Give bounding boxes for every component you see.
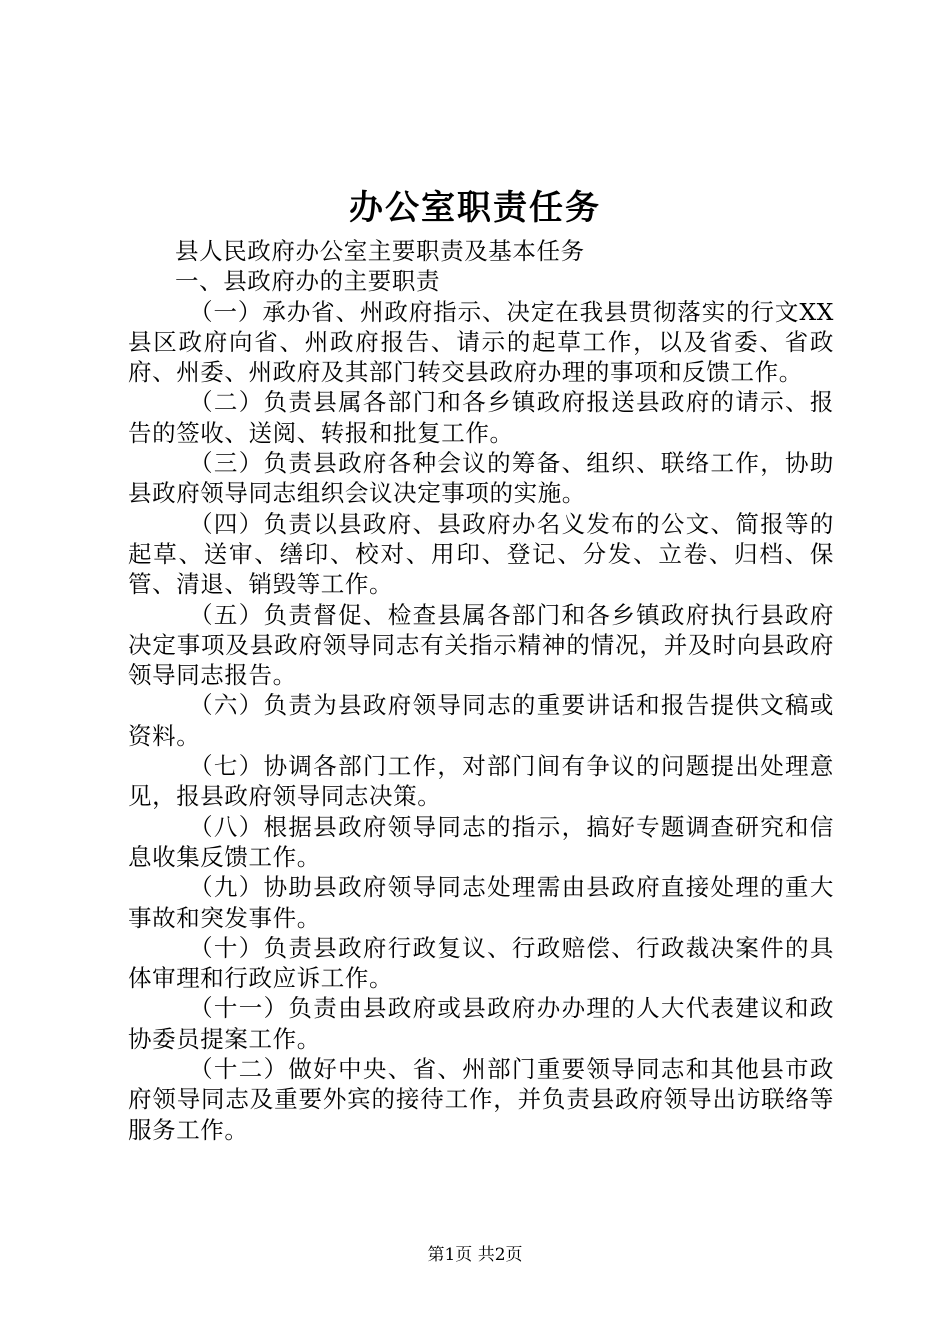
paragraph-11: （十一）负责由县政府或县政府办办理的人大代表建议和政协委员提案工作。 xyxy=(128,994,834,1053)
document-title: 办公室职责任务 xyxy=(349,188,601,228)
paragraph-3: （三）负责县政府各种会议的筹备、组织、联络工作，协助县政府领导同志组织会议决定事项的实施。 xyxy=(128,449,834,508)
section-heading: 一、县政府办的主要职责 xyxy=(175,267,441,296)
document-body xyxy=(128,236,834,1145)
paragraph-6: （六）负责为县政府领导同志的重要讲话和报告提供文稿或资料。 xyxy=(128,691,834,750)
paragraph-8: （八）根据县政府领导同志的指示，搞好专题调查研究和信息收集反馈工作。 xyxy=(128,812,834,871)
document-subtitle: 县人民政府办公室主要职责及基本任务 xyxy=(175,237,585,265)
paragraph-4: （四）负责以县政府、县政府办名义发布的公文、简报等的起草、送审、缮印、校对、用印、登记、分发、立卷、归档、保管、清退、销毁等工作。 xyxy=(128,509,834,599)
paragraph-7: （七）协调各部门工作，对部门间有争议的问题提出处理意见，报县政府领导同志决策。 xyxy=(128,752,834,811)
paragraph-5: （五）负责督促、检查县属各部门和各乡镇政府执行县政府决定事项及县政府领导同志有关指示精神的情况，并及时向县政府领导同志报告。 xyxy=(128,600,834,690)
paragraph-10: （十）负责县政府行政复议、行政赔偿、行政裁决案件的具体审理和行政应诉工作。 xyxy=(128,933,834,993)
paragraph-12: （十二）做好中央、省、州部门重要领导同志和其他县市政府领导同志及重要外宾的接待工作，并负责县政府领导出访联络等服务工作。 xyxy=(128,1055,834,1144)
page-footer: 第1页 共2页 xyxy=(427,1245,523,1265)
paragraph-9: （九）协助县政府领导同志处理需由县政府直接处理的重大事故和突发事件。 xyxy=(128,873,834,932)
paragraph-1: （一）承办省、州政府指示、决定在我县贯彻落实的行文XX县区政府向省、州政府报告、请示的起草工作，以及省委、省政府、州委、州政府及其部门转交县政府办理的事项和反馈工作。 xyxy=(128,297,834,387)
paragraph-2: （二）负责县属各部门和各乡镇政府报送县政府的请示、报告的签收、送阅、转报和批复工作。 xyxy=(128,388,834,447)
